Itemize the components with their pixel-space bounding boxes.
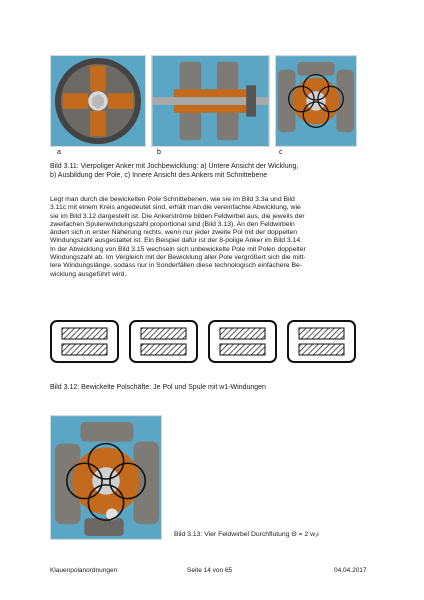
pole-shaft-2	[129, 320, 198, 363]
paragraph-line: wicklung ausgeführt wird.	[50, 270, 127, 278]
paragraph-line: lere Windungslänge, sodass nur in Sonderfällen diese technologisch einfachere Be-	[50, 262, 303, 270]
photo-3-11c	[275, 55, 357, 147]
paragraph-line: In der Abwicklung von Bild 3.15 wechseln sich unbewickelte Pole mit Polen doppelter	[50, 245, 306, 253]
caption-bild-3-11	[50, 162, 380, 180]
body-paragraph	[50, 196, 375, 279]
pole-shaft-3	[208, 320, 277, 363]
photo-3-13	[50, 415, 162, 540]
paragraph-line: Legt man durch die bewickelten Pole Schnittebenen, wie sie im Bild 3.3a und Bild	[50, 196, 295, 203]
paragraph-line: Windungszahl ab. Im Vergleich mit der Bewicklung aller Pole vergrößert sich die mitt-	[50, 254, 306, 262]
caption-line: b) Ausbildung der Pole, c) Innere Ansicht des Ankers mit Schnittebene	[50, 172, 268, 179]
paragraph-line: sie im Bild 3.12 dargestellt ist. Die Ankerströme bilden Feldwirbel aus, die jeweils der	[50, 212, 305, 220]
photo-3-11b	[151, 55, 270, 147]
sublabel-b: b	[157, 149, 161, 156]
paragraph-line: 3.11c mit einem Kreis angedeutet sind, erhält man die vereinfachte Abwicklung, wie	[50, 204, 301, 212]
paragraph-line: zweifachen Spulenwindungszahl proportional sind (Bild 3.13). An den Feldwirbeln	[50, 220, 295, 228]
caption-bild-3-12: Bild 3.12: Bewickelte Polschäfte: Je Pol und Spule mit w1-Windungen	[50, 384, 266, 391]
footer-page-number: Seite 14 von 65	[187, 567, 233, 574]
paragraph-line: Windungszahl ausgestattet ist. Ein Beispiel dafür ist der 8-polige Anker im Bild 3.14.	[50, 237, 302, 245]
paragraph-line: ändert sich in erster Näherung nichts, wenn nur jeder zweite Pol mit der doppelten	[50, 229, 298, 237]
footer-left: Klauenpolanordnungen	[50, 567, 118, 574]
pole-shaft-4	[287, 320, 356, 363]
pole-shaft-1	[50, 320, 119, 363]
caption-line: Bild 3.11: Vierpoliger Anker mit Jochbewicklung: a) Untere Ansicht der Wicklung,	[50, 163, 299, 170]
footer-date: 04.04.2017	[334, 567, 367, 574]
sublabel-a: a	[57, 149, 61, 156]
sublabel-c: c	[279, 149, 283, 156]
photo-3-11a	[50, 55, 146, 147]
caption-bild-3-13: Bild 3.13: Vier Feldwirbel Durchflutung Θ = 2 w₁i	[174, 531, 319, 538]
